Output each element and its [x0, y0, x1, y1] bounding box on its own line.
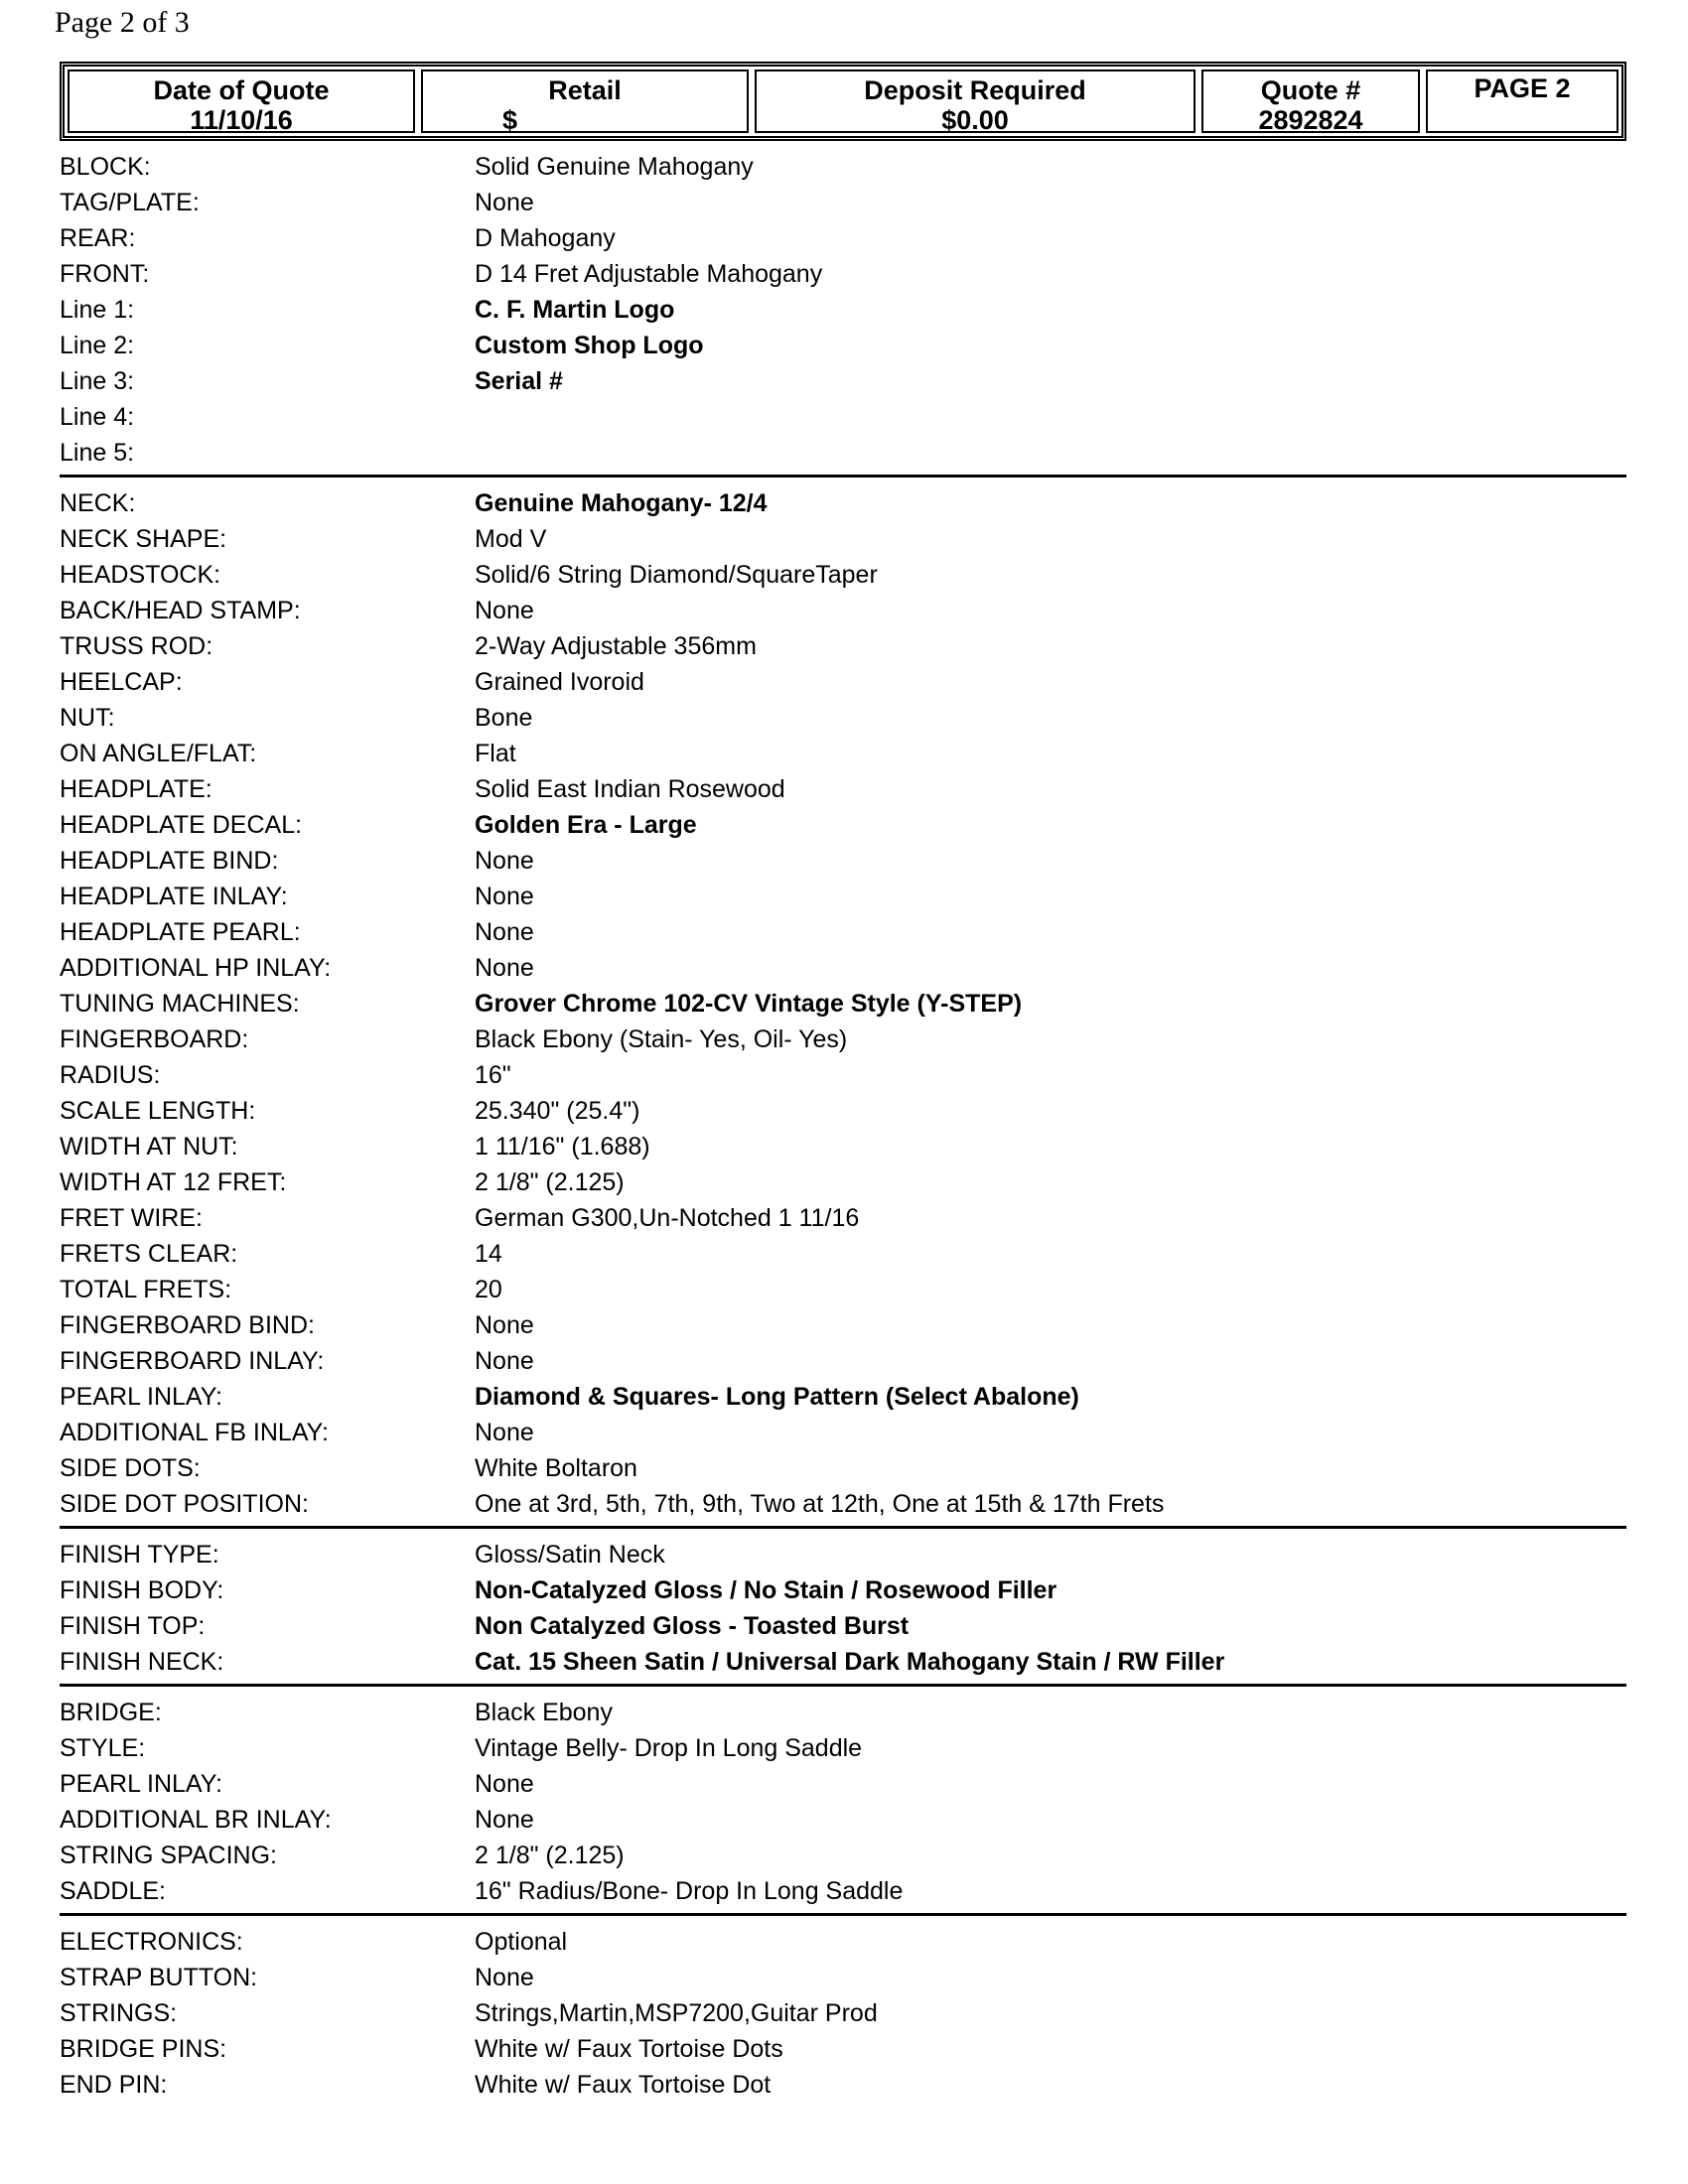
spec-row: [60, 363, 1626, 399]
spec-label: Line 1:: [60, 295, 135, 324]
spec-row: [60, 220, 1626, 256]
spec-row: [60, 2067, 1626, 2103]
spec-label: STRING SPACING:: [60, 1841, 278, 1869]
date-of-quote-title: Date of Quote: [153, 75, 330, 105]
spec-section: [60, 1924, 1626, 2107]
spec-section: [60, 149, 1626, 478]
spec-row: [60, 1343, 1626, 1379]
spec-row: [60, 1200, 1626, 1236]
spec-label: REAR:: [60, 223, 136, 252]
spec-label: FINISH NECK:: [60, 1647, 224, 1676]
spec-value: White w/ Faux Tortoise Dots: [475, 2034, 783, 2063]
spec-row: [60, 1236, 1626, 1272]
spec-label: ELECTRONICS:: [60, 1927, 243, 1956]
spec-row: [60, 2031, 1626, 2067]
spec-row: [60, 1960, 1626, 1995]
spec-label: Line 3:: [60, 366, 135, 395]
spec-value: Non-Catalyzed Gloss / No Stain / Rosewood Filler: [475, 1575, 1057, 1604]
spec-label: WIDTH AT 12 FRET:: [60, 1167, 287, 1196]
spec-row: [60, 1129, 1626, 1164]
spec-value: Solid/6 String Diamond/SquareTaper: [475, 560, 878, 589]
deposit-value: $0.00: [941, 105, 1009, 135]
spec-row: [60, 1873, 1626, 1909]
retail-cell: [421, 69, 749, 133]
spec-label: NECK SHAPE:: [60, 524, 227, 553]
spec-value: Genuine Mahogany- 12/4: [475, 488, 768, 517]
spec-value: None: [475, 1963, 534, 1991]
spec-value: None: [475, 882, 534, 910]
quote-header-table: [60, 62, 1626, 141]
spec-value: None: [475, 1805, 534, 1834]
spec-row: [60, 1022, 1626, 1057]
quote-number-value: 2892824: [1258, 105, 1363, 135]
spec-label: Line 2:: [60, 331, 135, 359]
spec-label: ON ANGLE/FLAT:: [60, 739, 257, 767]
spec-label: SCALE LENGTH:: [60, 1096, 256, 1125]
spec-row: [60, 292, 1626, 328]
spec-label: ADDITIONAL BR INLAY:: [60, 1805, 332, 1834]
spec-value: Gloss/Satin Neck: [475, 1540, 665, 1569]
spec-value: One at 3rd, 5th, 7th, 9th, Two at 12th, One at 15th & 17th Frets: [475, 1489, 1165, 1518]
spec-row: [60, 1537, 1626, 1572]
spec-label: SIDE DOT POSITION:: [60, 1489, 309, 1518]
spec-value: White w/ Faux Tortoise Dot: [475, 2070, 772, 2099]
spec-row: [60, 185, 1626, 220]
deposit-cell: [755, 69, 1196, 133]
spec-row: [60, 986, 1626, 1022]
spec-label: FRETS CLEAR:: [60, 1239, 238, 1268]
spec-value: Non Catalyzed Gloss - Toasted Burst: [475, 1611, 910, 1640]
spec-value: 16" Radius/Bone- Drop In Long Saddle: [475, 1876, 904, 1905]
spec-value: Strings,Martin,MSP7200,Guitar Prod: [475, 1998, 878, 2027]
spec-sections: [60, 149, 1626, 2115]
spec-label: Line 5:: [60, 438, 135, 467]
spec-row: [60, 593, 1626, 628]
deposit-title: Deposit Required: [864, 75, 1086, 105]
page-number: Page 2 of 3: [55, 6, 190, 39]
spec-label: FINISH BODY:: [60, 1575, 224, 1604]
spec-row: [60, 736, 1626, 771]
spec-value: None: [475, 953, 534, 982]
date-of-quote-value: 11/10/16: [190, 105, 293, 135]
spec-label: HEADSTOCK:: [60, 560, 221, 589]
spec-value: Custom Shop Logo: [475, 331, 704, 359]
spec-row: [60, 1379, 1626, 1415]
spec-row: [60, 485, 1626, 521]
spec-row: [60, 1093, 1626, 1129]
spec-label: BRIDGE:: [60, 1698, 162, 1726]
spec-value: Vintage Belly- Drop In Long Saddle: [475, 1733, 863, 1762]
retail-title: Retail: [548, 75, 622, 105]
spec-value: Solid Genuine Mahogany: [475, 152, 754, 181]
spec-label: BRIDGE PINS:: [60, 2034, 227, 2063]
spec-label: ADDITIONAL HP INLAY:: [60, 953, 332, 982]
spec-value: 1 11/16" (1.688): [475, 1132, 650, 1160]
spec-value: 25.340" (25.4"): [475, 1096, 640, 1125]
spec-row: [60, 1486, 1626, 1522]
spec-value: Grover Chrome 102-CV Vintage Style (Y-STEP): [475, 989, 1023, 1018]
spec-value: Black Ebony (Stain- Yes, Oil- Yes): [475, 1024, 848, 1053]
spec-value: Diamond & Squares- Long Pattern (Select Abalone): [475, 1382, 1079, 1411]
spec-value: None: [475, 1769, 534, 1798]
spec-row: [60, 664, 1626, 700]
spec-label: END PIN:: [60, 2070, 168, 2099]
spec-label: PEARL INLAY:: [60, 1382, 222, 1411]
spec-label: BACK/HEAD STAMP:: [60, 596, 301, 624]
spec-value: 2 1/8" (2.125): [475, 1167, 625, 1196]
spec-value: German G300,Un-Notched 1 11/16: [475, 1203, 860, 1232]
spec-label: FINISH TOP:: [60, 1611, 206, 1640]
spec-value: None: [475, 188, 534, 216]
spec-row: [60, 843, 1626, 879]
spec-value: Cat. 15 Sheen Satin / Universal Dark Mahogany Stain / RW Filler: [475, 1647, 1225, 1676]
spec-row: [60, 557, 1626, 593]
spec-row: [60, 950, 1626, 986]
spec-row: [60, 771, 1626, 807]
spec-section: [60, 1537, 1626, 1687]
spec-label: SIDE DOTS:: [60, 1453, 201, 1482]
spec-value: Grained Ivoroid: [475, 667, 644, 696]
spec-value: None: [475, 846, 534, 875]
spec-value: None: [475, 1310, 534, 1339]
spec-row: [60, 1802, 1626, 1838]
spec-label: HEADPLATE BIND:: [60, 846, 279, 875]
spec-value: None: [475, 1418, 534, 1446]
spec-row: [60, 1995, 1626, 2031]
spec-label: BLOCK:: [60, 152, 151, 181]
spec-row: [60, 1924, 1626, 1960]
spec-value: 14: [475, 1239, 502, 1268]
spec-value: Serial #: [475, 366, 563, 395]
spec-value: Solid East Indian Rosewood: [475, 774, 785, 803]
retail-value: $: [502, 105, 518, 135]
spec-value: None: [475, 917, 534, 946]
spec-row: [60, 1572, 1626, 1608]
spec-label: STRINGS:: [60, 1998, 178, 2027]
quote-number-title: Quote #: [1260, 75, 1361, 105]
spec-label: TRUSS ROD:: [60, 631, 213, 660]
spec-row: [60, 807, 1626, 843]
spec-value: C. F. Martin Logo: [475, 295, 675, 324]
spec-row: [60, 914, 1626, 950]
spec-label: FINGERBOARD BIND:: [60, 1310, 315, 1339]
spec-value: Golden Era - Large: [475, 810, 697, 839]
spec-row: [60, 1415, 1626, 1450]
spec-row: [60, 700, 1626, 736]
spec-value: Flat: [475, 739, 516, 767]
spec-row: [60, 328, 1626, 363]
spec-label: STRAP BUTTON:: [60, 1963, 258, 1991]
spec-value: 2 1/8" (2.125): [475, 1841, 625, 1869]
spec-row: [60, 1307, 1626, 1343]
spec-label: FINGERBOARD INLAY:: [60, 1346, 325, 1375]
spec-label: STYLE:: [60, 1733, 146, 1762]
spec-value: 20: [475, 1275, 502, 1303]
spec-section: [60, 485, 1626, 1529]
spec-value: None: [475, 596, 534, 624]
spec-row: [60, 1164, 1626, 1200]
spec-row: [60, 149, 1626, 185]
spec-label: TAG/PLATE:: [60, 188, 200, 216]
spec-label: FINGERBOARD:: [60, 1024, 249, 1053]
spec-value: Black Ebony: [475, 1698, 613, 1726]
spec-row: [60, 1608, 1626, 1644]
spec-row: [60, 399, 1626, 435]
spec-row: [60, 1766, 1626, 1802]
spec-value: Bone: [475, 703, 533, 732]
spec-label: ADDITIONAL FB INLAY:: [60, 1418, 329, 1446]
spec-label: FINISH TYPE:: [60, 1540, 219, 1569]
spec-row: [60, 1057, 1626, 1093]
spec-label: HEADPLATE INLAY:: [60, 882, 288, 910]
spec-section: [60, 1695, 1626, 1916]
spec-row: [60, 628, 1626, 664]
spec-value: D Mahogany: [475, 223, 616, 252]
spec-row: [60, 435, 1626, 471]
spec-label: HEADPLATE DECAL:: [60, 810, 303, 839]
spec-value: Mod V: [475, 524, 547, 553]
spec-value: D 14 Fret Adjustable Mahogany: [475, 259, 823, 288]
spec-label: Line 4:: [60, 402, 135, 431]
date-of-quote-cell: [68, 69, 415, 133]
spec-label: NECK:: [60, 488, 136, 517]
spec-row: [60, 1838, 1626, 1873]
spec-row: [60, 521, 1626, 557]
spec-row: [60, 1644, 1626, 1680]
spec-label: WIDTH AT NUT:: [60, 1132, 238, 1160]
spec-value: Optional: [475, 1927, 568, 1956]
spec-value: None: [475, 1346, 534, 1375]
spec-row: [60, 1272, 1626, 1307]
page-title: PAGE 2: [1474, 73, 1571, 103]
spec-row: [60, 256, 1626, 292]
spec-label: SADDLE:: [60, 1876, 166, 1905]
spec-label: RADIUS:: [60, 1060, 161, 1089]
spec-row: [60, 1450, 1626, 1486]
spec-label: TOTAL FRETS:: [60, 1275, 232, 1303]
spec-label: HEELCAP:: [60, 667, 183, 696]
spec-label: TUNING MACHINES:: [60, 989, 300, 1018]
spec-value: White Boltaron: [475, 1453, 637, 1482]
spec-row: [60, 879, 1626, 914]
spec-value: 16": [475, 1060, 511, 1089]
spec-row: [60, 1730, 1626, 1766]
spec-label: HEADPLATE:: [60, 774, 212, 803]
spec-row: [60, 1695, 1626, 1730]
spec-label: FRONT:: [60, 259, 150, 288]
quote-number-cell: [1201, 69, 1420, 133]
spec-label: FRET WIRE:: [60, 1203, 203, 1232]
spec-label: NUT:: [60, 703, 115, 732]
spec-label: PEARL INLAY:: [60, 1769, 222, 1798]
spec-label: HEADPLATE PEARL:: [60, 917, 301, 946]
page-cell: [1426, 69, 1618, 133]
spec-value: 2-Way Adjustable 356mm: [475, 631, 757, 660]
